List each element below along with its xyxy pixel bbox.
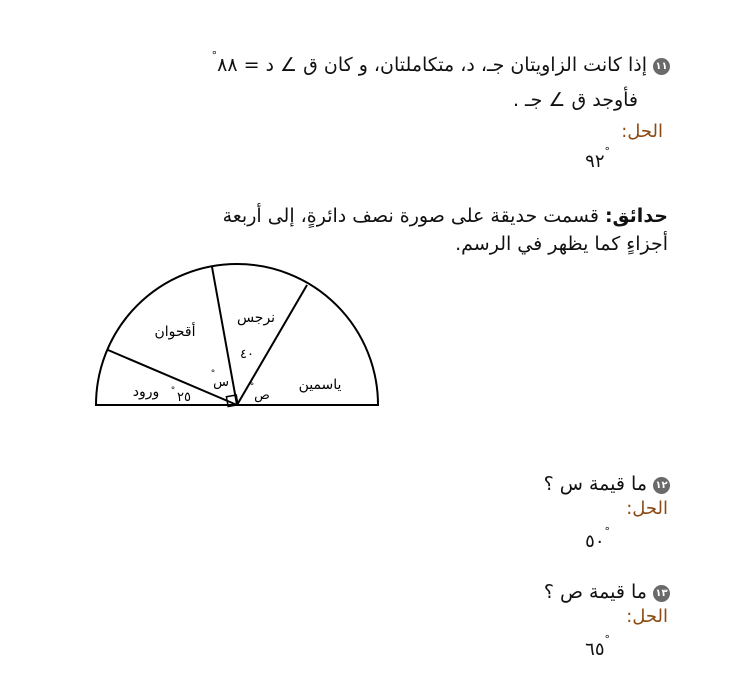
q12-number-badge: ١٢ xyxy=(653,477,670,494)
angle-degree-y: ° xyxy=(249,382,255,392)
q12-line xyxy=(544,470,670,498)
angle-degree-25: ° xyxy=(170,386,176,396)
angle-label-40: ٤٠ xyxy=(240,347,254,362)
garden-text-line1: قسمت حديقة على صورة نصف دائرةٍ، إلى أربعة xyxy=(222,205,605,227)
angle-degree-x: ° xyxy=(210,369,216,379)
degree-symbol: ° xyxy=(211,49,218,62)
q12-answer-line xyxy=(585,525,610,552)
section-label-chamomile: أقحوان xyxy=(154,324,196,340)
q13-answer: ٦٥ xyxy=(585,639,605,660)
angle-label-y: ص xyxy=(254,388,270,403)
q12-text: ما قيمة س ؟ xyxy=(543,473,647,495)
degree-symbol: ° xyxy=(604,525,610,538)
q11-text-line1: إذا كانت الزاويتان جـ، د، متكاملتان، و كان ق ∠ د = ٨٨ xyxy=(217,54,647,76)
angle-label-x: س xyxy=(213,375,229,390)
radius-line-40 xyxy=(237,285,307,405)
q12-solution-label: الحل: xyxy=(626,498,668,519)
section-label-narcissus: نرجس xyxy=(236,310,276,326)
angle-label-25: ٢٥ xyxy=(177,390,191,405)
section-label-roses: ورود xyxy=(132,384,160,400)
q12-answer: ٥٠ xyxy=(585,531,605,552)
garden-line2: أجزاءٍ كما يظهر في الرسم. xyxy=(455,233,668,255)
q11-number-badge: ١١ xyxy=(653,58,670,75)
garden-heading: حدائق: xyxy=(604,205,668,227)
q13-answer-line xyxy=(585,633,610,660)
q11-answer: ٩٢ xyxy=(585,151,605,172)
q13-solution-label: الحل: xyxy=(626,606,668,627)
degree-symbol: ° xyxy=(604,145,610,158)
q13-text: ما قيمة ص ؟ xyxy=(543,581,647,603)
degree-symbol: ° xyxy=(604,633,610,646)
q13-number-badge: ١٣ xyxy=(653,585,670,602)
q13-line xyxy=(544,578,670,606)
q11-line2: فأوجد ق ∠ جـ . xyxy=(512,89,638,111)
section-label-jasmine: ياسمين xyxy=(298,377,342,393)
q11-solution-label: الحل: xyxy=(621,121,663,142)
